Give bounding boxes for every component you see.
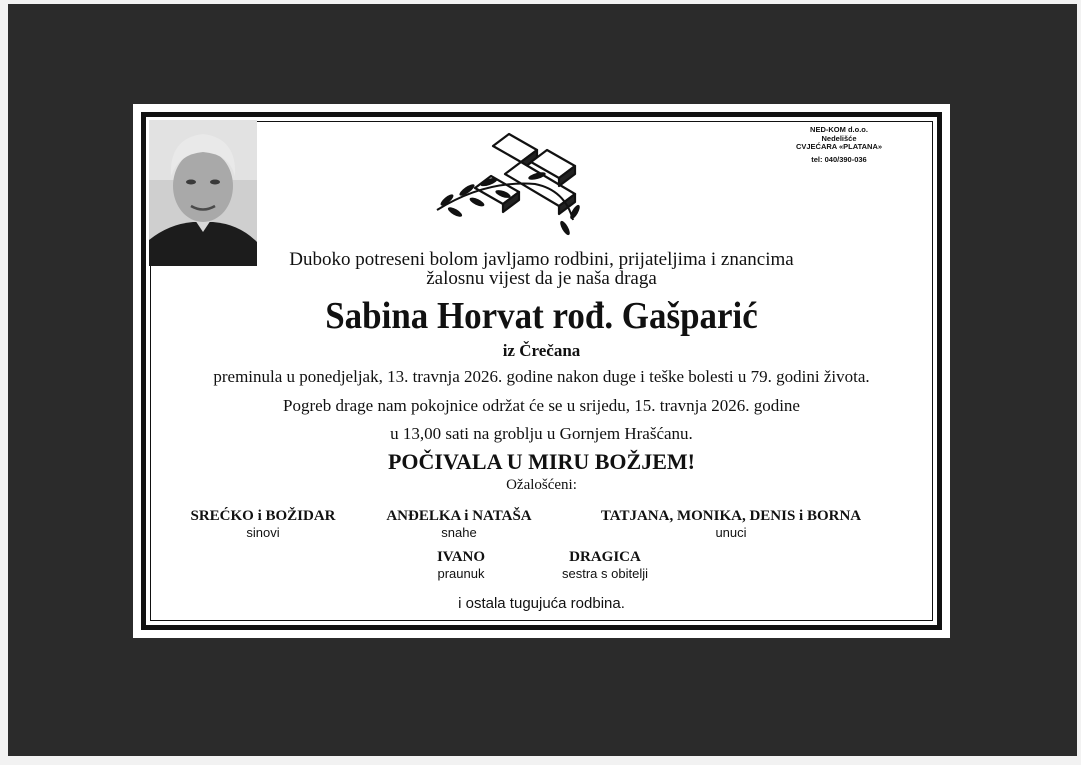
funeral-home-info [759,126,919,164]
mourner-group [379,507,539,541]
funeral-home-place: Nedelišće [821,133,857,143]
obituary-notice [133,104,950,638]
funeral-details-line-1: Pogreb drage nam pokojnice održat će se u srijedu, 15. travnja 2026. godine [283,396,800,415]
mourner-relation: sinovi [246,525,280,540]
mourner-relation: sestra s obitelji [562,566,648,581]
mourner-group [581,507,881,541]
mourners-heading: Ožalošćeni: [506,477,577,493]
intro-line-1: Duboko potreseni bolom javljamo rodbini, prijateljima i znancima [289,249,794,270]
funeral-home-phone: tel: 040/390-036 [811,154,867,164]
mourner-names: TATJANA, MONIKA, DENIS i BORNA [600,508,862,524]
closing-line: i ostala tugujuća rodbina. [458,595,625,612]
mourner-names: DRAGICA [569,549,641,565]
deceased-origin: iz Črečana [502,341,581,360]
funeral-details-line-2: u 13,00 sati na groblju u Gornjem Hrašćanu. [390,424,693,443]
mourner-group [411,548,511,582]
intro-line-2: žalosnu vijest da je naša draga [426,268,657,289]
mourner-relation: praunuk [437,566,485,581]
mourner-names: ANĐELKA i NATAŠA [386,508,532,524]
intro-text [133,250,950,288]
mourner-group [183,507,343,541]
rest-in-peace-heading: POČIVALA U MIRU BOŽJEM! [387,449,695,474]
mourner-names: SREĆKO i BOŽIDAR [190,508,336,524]
mourner-relation: unuci [715,525,747,540]
mourner-names: IVANO [436,549,486,565]
deceased-name: Sabina Horvat rođ. Gašparić [325,295,758,337]
funeral-home-name: NED-KOM d.o.o. [810,125,868,134]
cross-with-olive-branch-icon [425,128,625,238]
funeral-home-brand: CVJEĆARA «PLATANA» [795,142,883,151]
mourner-relation: snahe [441,525,477,540]
mourner-group [535,548,675,582]
death-details: preminula u ponedjeljak, 13. travnja 2026. godine nakon duge i teške bolesti u 79. godini života. [213,367,870,386]
portrait-photo [149,120,257,266]
